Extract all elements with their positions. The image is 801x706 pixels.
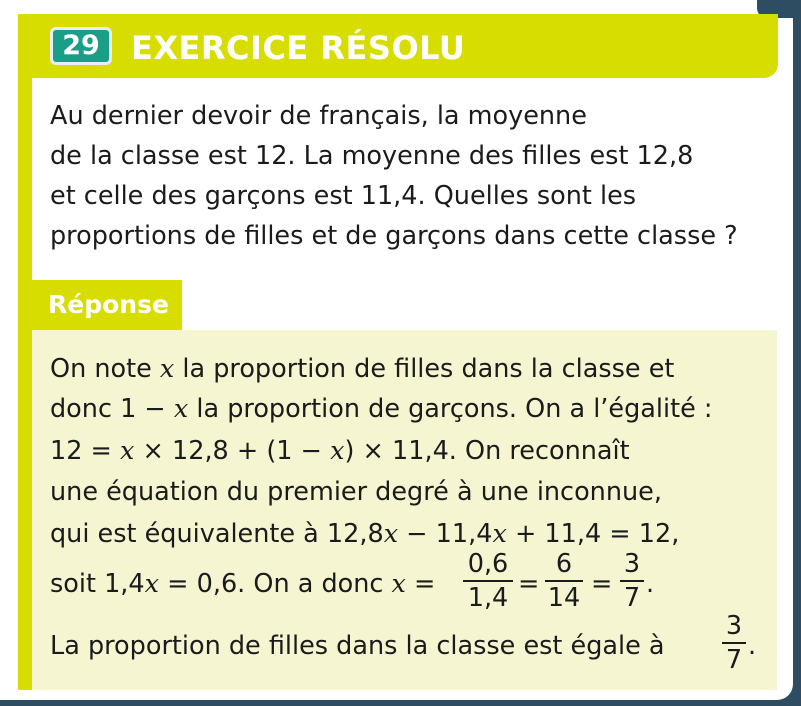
exercise-number-badge: 29 xyxy=(50,27,112,65)
fraction-bar xyxy=(620,580,644,582)
math-variable: x xyxy=(383,519,399,549)
equals-sign: = xyxy=(591,569,613,599)
math-variable: x xyxy=(120,436,135,466)
fraction-bar xyxy=(722,642,746,644)
answer-line: La proportion de filles dans la classe est égale à xyxy=(50,631,665,661)
answer-label: Réponse xyxy=(48,290,169,319)
period: . xyxy=(748,631,757,661)
question-text xyxy=(50,96,790,256)
answer-line xyxy=(50,391,712,427)
math-variable: x xyxy=(492,519,507,549)
fraction-denominator: 1,4 xyxy=(467,583,509,613)
question-line: Au dernier devoir de français, la moyenne xyxy=(50,101,587,131)
math-variable: x xyxy=(159,354,175,384)
text-segment: ) × 11,4. On reconnaît xyxy=(344,436,630,466)
fraction-denominator: 7 xyxy=(623,583,641,613)
equals-sign: = xyxy=(518,569,540,599)
question-line: de la classe est 12. La moyenne des filles est 12,8 xyxy=(50,141,694,171)
text-segment: 12 = xyxy=(50,436,121,466)
fraction-numerator: 3 xyxy=(623,549,641,579)
fraction-bar xyxy=(463,580,513,582)
text-segment: × 12,8 + (1 − xyxy=(134,436,331,466)
fraction xyxy=(620,549,644,613)
answer-line xyxy=(50,566,435,602)
math-variable: x xyxy=(144,569,160,599)
text-segment: + 11,4 = 12, xyxy=(506,519,680,549)
answer-line: une équation du premier degré à une inconnue, xyxy=(50,477,662,507)
text-segment: la proportion de filles dans la classe et xyxy=(174,354,675,384)
math-variable: x xyxy=(391,569,406,599)
fraction xyxy=(463,549,513,613)
fraction xyxy=(722,611,746,675)
left-accent-stripe xyxy=(18,14,32,690)
exercise-title: EXERCICE RÉSOLU xyxy=(131,29,466,67)
text-segment: − 11,4 xyxy=(398,519,493,549)
text-segment: donc 1 − xyxy=(50,394,174,424)
math-variable: x xyxy=(173,394,189,424)
question-line: proportions de filles et de garçons dans cette classe ? xyxy=(50,221,738,251)
fraction-denominator: 7 xyxy=(725,645,743,675)
text-segment: qui est équivalente à 12,8 xyxy=(50,519,384,549)
answer-line xyxy=(50,433,630,469)
fraction-numerator: 3 xyxy=(725,611,743,641)
text-segment: = 0,6. On a donc xyxy=(159,569,392,599)
period: . xyxy=(646,569,655,599)
text-segment: soit 1,4 xyxy=(50,569,145,599)
fraction xyxy=(545,549,583,613)
fraction-numerator: 0,6 xyxy=(467,549,509,579)
text-segment: la proportion de garçons. On a l’égalité : xyxy=(188,394,713,424)
math-variable: x xyxy=(330,436,345,466)
text-segment: On note xyxy=(50,354,160,384)
question-line: et celle des garçons est 11,4. Quelles sont les xyxy=(50,181,637,211)
fraction-bar xyxy=(545,580,583,582)
answer-line xyxy=(50,516,679,552)
fraction-numerator: 6 xyxy=(555,549,573,579)
fraction-denominator: 14 xyxy=(547,583,581,613)
text-segment: = xyxy=(405,569,436,599)
answer-line xyxy=(50,351,674,387)
